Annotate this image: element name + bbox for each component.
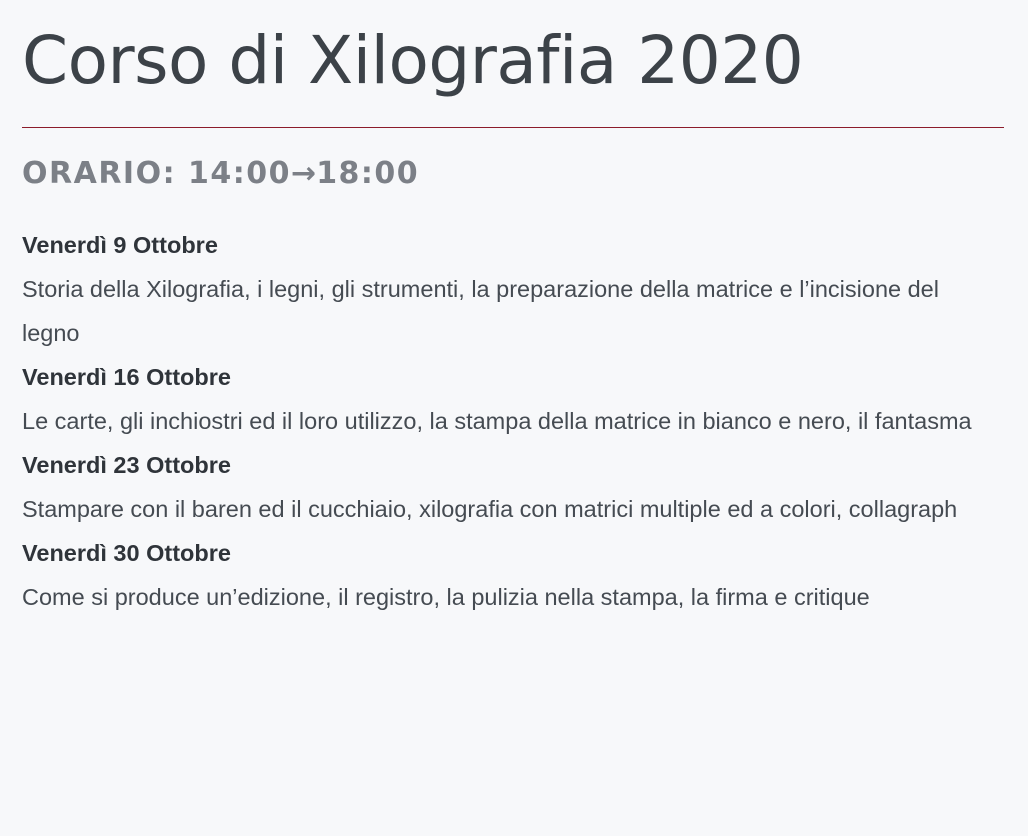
list-item — [22, 531, 986, 619]
lesson-date: Venerdì 9 Ottobre — [22, 232, 218, 259]
page-title: Corso di Xilografia 2020 — [22, 22, 804, 99]
lesson-date: Venerdì 23 Ottobre — [22, 452, 231, 479]
lesson-date: Venerdì 16 Ottobre — [22, 364, 231, 391]
lesson-description: Storia della Xilografia, i legni, gli strumenti, la preparazione della matrice e l’incisione del legno — [22, 276, 939, 347]
lesson-description: Le carte, gli inchiostri ed il loro utilizzo, la stampa della matrice in bianco e nero, il fantasma — [22, 408, 972, 435]
schedule-line — [22, 156, 986, 191]
list-item — [22, 443, 986, 531]
schedule-label: ORARIO: — [22, 156, 177, 192]
lesson-date: Venerdì 30 Ottobre — [22, 540, 231, 567]
list-item — [22, 223, 986, 355]
lesson-list — [22, 223, 986, 619]
lesson-description: Come si produce un’edizione, il registro, la pulizia nella stampa, la firma e critique — [22, 584, 870, 611]
schedule-start-time: 14:00 — [188, 156, 292, 192]
lesson-description: Stampare con il baren ed il cucchiaio, xilografia con matrici multiple ed a colori, collagraph — [22, 496, 958, 523]
title-divider — [22, 127, 1004, 128]
schedule-end-time: 18:00 — [316, 156, 420, 192]
arrow-right-icon: → — [291, 156, 317, 192]
list-item — [22, 355, 986, 443]
